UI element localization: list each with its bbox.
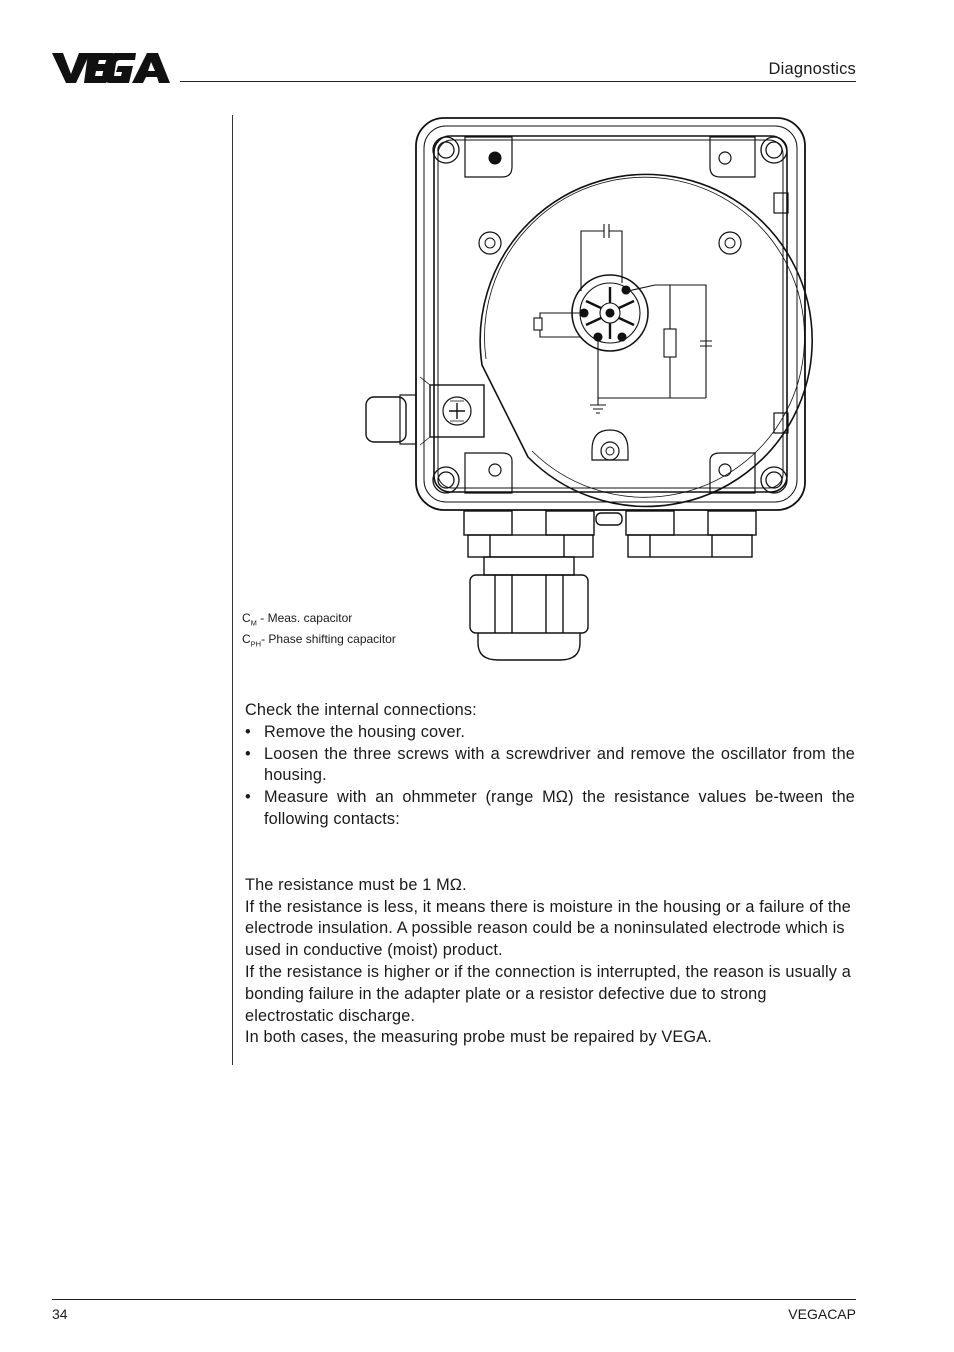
section-title: Diagnostics [768, 60, 856, 78]
repair-paragraph: In both cases, the measuring probe must be repaired by VEGA. [245, 1028, 712, 1047]
low-resistance-paragraph: If the resistance is less, it means there is moisture in the housing or a failure of the electrode insulation. A possible reason could be a noninsulated electrode which is used in conductive (moist) product. [245, 897, 851, 960]
legend-phase-shifting-capacitor: $C_{PH}-$ Phase shifting capacitor [242, 632, 396, 649]
resistance-requirement: The resistance must be 1 MΩ. [245, 875, 467, 894]
instruction-item: • Remove the housing cover. [245, 722, 855, 744]
footer-rule [52, 1299, 856, 1300]
margin-rule [232, 115, 233, 1065]
housing-diagram [360, 115, 820, 665]
intro-text: Check the internal connections: [245, 701, 477, 719]
header-rule [180, 81, 856, 82]
body-text [245, 700, 855, 1049]
instruction-list [245, 722, 855, 831]
figure-legend [242, 610, 396, 653]
high-resistance-paragraph: If the resistance is higher or if the connection is interrupted, the reason is usually a bonding failure in the adapter plate or a resistor defective due to strong electrostatic discharge. [245, 962, 851, 1025]
legend-measuring-capacitor: $C_M$ - Meas. capacitor [242, 611, 353, 628]
vega-logo [52, 50, 172, 86]
instruction-item: • Measure with an ohmmeter (range MΩ) the resistance values be-tween the following contacts: [245, 787, 855, 831]
product-name: VEGACAP [788, 1306, 856, 1322]
page-number: 34 [52, 1306, 68, 1322]
instruction-item: • Loosen the three screws with a screwdriver and remove the oscillator from the housing. [245, 744, 855, 788]
